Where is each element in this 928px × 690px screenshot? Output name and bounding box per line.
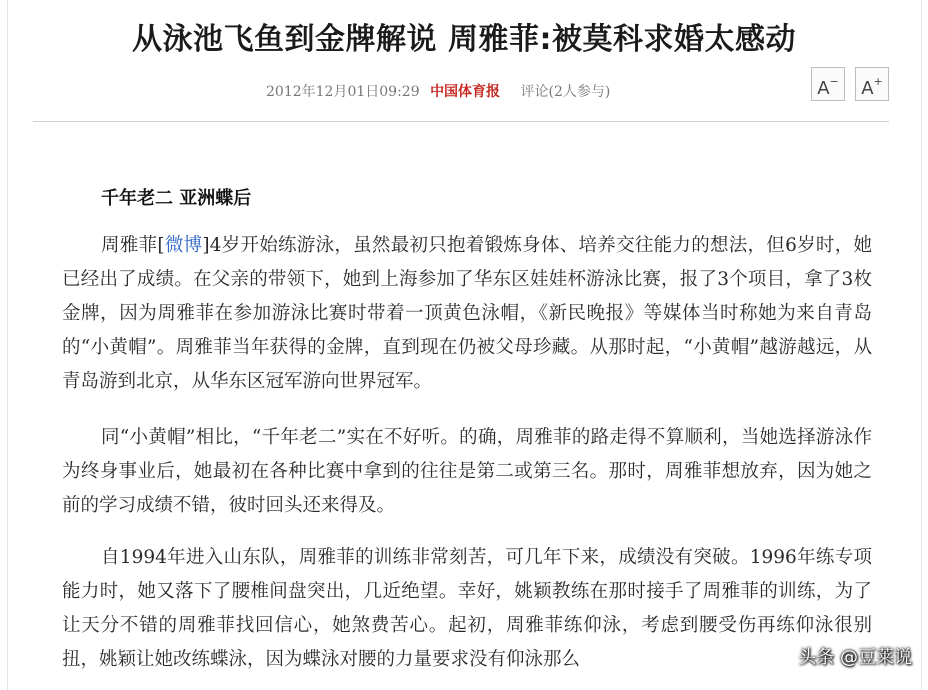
- page-right-border: [921, 0, 922, 690]
- article-meta: [266, 81, 610, 101]
- article-title: 从泳池飞鱼到金牌解说 周雅菲:被莫科求婚太感动: [132, 22, 796, 57]
- article-paragraph: 自1994年进入山东队，周雅菲的训练非常刻苦，可几年下来，成绩没有突破。1996年练专项能力时，她又落下了腰椎间盘突出，几近绝望。幸好，姚颖教练在那时接手了周雅菲的训练，为了让天分不错的周雅菲找回信心，她煞费苦心。起初，周雅菲练仰泳，考虑到腰受伤再练仰泳很别扭，姚颖让她改练蝶泳，因为蝶泳对腰的力量要求没有仰泳那么: [62, 547, 872, 670]
- article-source-link[interactable]: 中国体育报: [430, 84, 501, 100]
- article-datetime: 2012年12月01日09:29: [266, 84, 420, 100]
- font-decrease-button[interactable]: A−: [811, 67, 845, 101]
- weibo-link[interactable]: 微博: [164, 235, 203, 256]
- plus-icon: +: [873, 75, 883, 88]
- article-paragraph: 周雅菲[微博]4岁开始练游泳，虽然最初只抱着锻炼身体、培养交往能力的想法，但6岁时，她已经出了成绩。在父亲的带领下，她到上海参加了华东区娃娃杯游泳比赛，报了3个项目，拿了3枚金牌，因为周雅菲在参加游泳比赛时带着一顶黄色泳帽，《新民晚报》等媒体当时称她为来自青岛的“小黄帽”。周雅菲当年获得的金牌，直到现在仍被父母珍藏。从那时起，“小黄帽”越游越远，从青岛游到北京，从华东区冠军游向世界冠军。: [62, 235, 872, 392]
- font-increase-button[interactable]: A+: [855, 67, 889, 101]
- page-left-border: [7, 0, 8, 690]
- minus-icon: −: [829, 75, 839, 88]
- header-divider: [33, 121, 889, 122]
- section-subheading: 千年老二 亚洲蝶后: [101, 188, 252, 209]
- article-paragraph: 同“小黄帽”相比，“千年老二”实在不好听。的确，周雅菲的路走得不算顺利，当她选择游泳作为终身事业后，她最初在各种比赛中拿到的往往是第二或第三名。那时，周雅菲想放弃，因为她之前的学习成绩不错，彼时回头还来得及。: [62, 427, 872, 516]
- comments-link[interactable]: 评论(2人参与): [520, 84, 611, 100]
- watermark-text: 头条 @豆莱说: [798, 647, 912, 668]
